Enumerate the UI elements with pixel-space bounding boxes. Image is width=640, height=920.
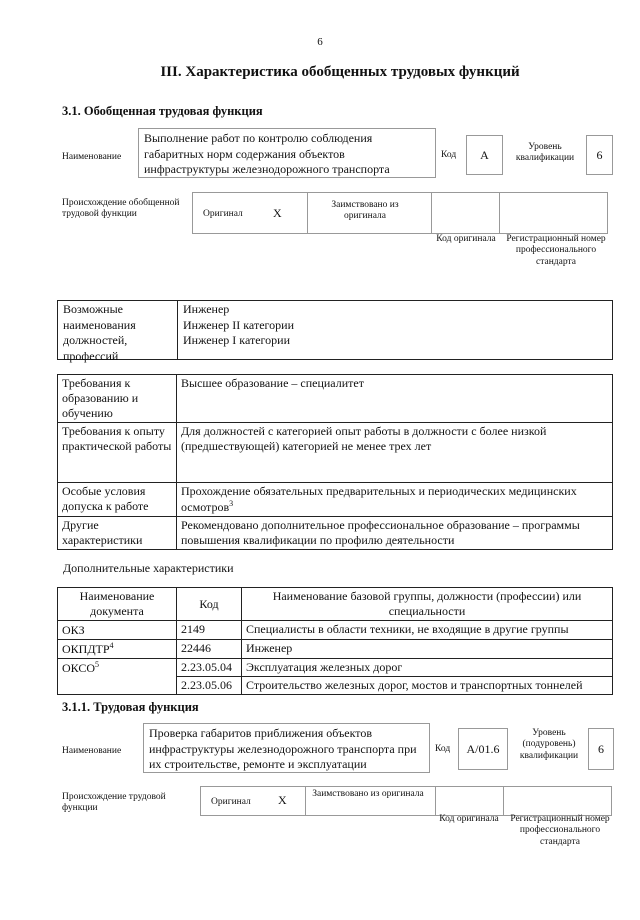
gtf-level-value: 6 <box>586 135 613 175</box>
additional-row <box>58 640 613 659</box>
tf-origin-label: Происхождение трудовой функции <box>62 792 166 814</box>
tf-code-label: Код <box>435 744 451 754</box>
code-cell: 22446 <box>177 640 242 659</box>
section-title: III. Характеристика обобщенных трудовых функций <box>160 64 520 80</box>
requirement-label: Другие характеристики <box>58 517 177 550</box>
additional-table <box>57 587 613 695</box>
requirement-value: Для должностей с категорией опыт работы в должности с более низкой (предшествующей) категорией не менее трех лет <box>177 423 613 483</box>
requirement-value: Высшее образование – специалитет <box>177 375 613 423</box>
positions-label: Возможные наименования должностей, профессий <box>63 302 136 363</box>
tf-heading: 3.1.1. Трудовая функция <box>62 700 199 714</box>
header-document: Наименование документа <box>58 588 177 621</box>
additional-header-row <box>58 588 613 621</box>
code-cell: 2.23.05.04 <box>177 659 242 677</box>
gtf-code-value: A <box>466 135 503 175</box>
tf-name-label: Наименование <box>62 746 122 756</box>
positions-list <box>183 302 294 349</box>
gtf-code-label: Код <box>441 150 457 160</box>
requirement-value: Рекомендовано дополнительное профессиональное образование – программы повышения квалификации по профилю деятельности <box>177 517 613 550</box>
doc-cell: ОКСО$^5$ <box>58 659 177 695</box>
requirement-label: Особые условия допуска к работе <box>58 483 177 517</box>
additional-title: Дополнительные характеристики <box>63 561 234 575</box>
gtf-heading: 3.1. Обобщенная трудовая функция <box>62 104 263 118</box>
header-name: Наименование базовой группы, должности (профессии) или специальности <box>242 588 613 621</box>
gtf-reg-num-caption: Регистрационный номер профессионального стандарта <box>506 234 606 267</box>
doc-cell: ОКПДТР$^4$ <box>58 640 177 659</box>
gtf-origin-label: Происхождение обобщенной трудовой функции <box>62 198 180 220</box>
position-item: Инженер II категории <box>183 317 294 332</box>
name-cell: Строительство железных дорог, мостов и транспортных тоннелей <box>242 677 613 695</box>
doc-cell: ОКЗ <box>58 621 177 640</box>
requirement-label: Требования к образованию и обучению <box>58 375 177 423</box>
requirement-row <box>58 375 613 423</box>
name-cell: Эксплуатация железных дорог <box>242 659 613 677</box>
gtf-original-mark: X <box>273 206 282 220</box>
page-number: 6 <box>317 36 323 48</box>
position-item: Инженер I категории <box>183 333 290 348</box>
header-code: Код <box>177 588 242 621</box>
tf-borrowed-label: Заимствовано из оригинала <box>312 789 424 799</box>
requirement-value-cell <box>177 483 613 517</box>
name-cell: Инженер <box>242 640 613 659</box>
requirements-table <box>57 374 613 550</box>
tf-code-value: A/01.6 <box>458 728 508 770</box>
requirement-row <box>58 483 613 517</box>
requirement-row <box>58 517 613 550</box>
tf-reg-num-caption: Регистрационный номер профессионального стандарта <box>510 814 610 847</box>
tf-orig-code-caption: Код оригинала <box>439 814 499 824</box>
gtf-borrowed-label: Заимствовано из оригинала <box>331 200 399 222</box>
tf-original-mark: X <box>278 793 287 807</box>
requirement-row <box>58 423 613 483</box>
tf-original-label: Оригинал <box>211 797 251 807</box>
code-cell: 2.23.05.06 <box>177 677 242 695</box>
additional-row <box>58 659 613 677</box>
gtf-name-label: Наименование <box>62 152 122 162</box>
gtf-name-value: Выполнение работ по контролю соблюдения габаритных норм содержания объектов инфраструктуры железнодорожного транспорта <box>138 128 436 178</box>
name-cell: Специалисты в области техники, не входящие в другие группы <box>242 621 613 640</box>
gtf-level-label: Уровень квалификации <box>515 142 575 164</box>
position-item: Инженер <box>183 302 230 316</box>
footnote-ref: 3 <box>229 499 234 508</box>
requirement-label: Требования к опыту практической работы <box>58 423 177 483</box>
tf-name-value: Проверка габаритов приближения объектов инфраструктуры железнодорожного транспорта при их строительстве, ремонте и эксплуатации <box>143 723 430 773</box>
code-cell: 2149 <box>177 621 242 640</box>
tf-level-value: 6 <box>588 728 614 770</box>
tf-level-label: Уровень (подуровень) квалификации <box>519 728 579 761</box>
gtf-original-label: Оригинал <box>203 209 243 219</box>
gtf-orig-code-caption: Код оригинала <box>436 234 496 244</box>
requirement-value: Прохождение обязательных предварительных и периодических медицинских осмотров <box>181 484 577 514</box>
additional-row <box>58 621 613 640</box>
